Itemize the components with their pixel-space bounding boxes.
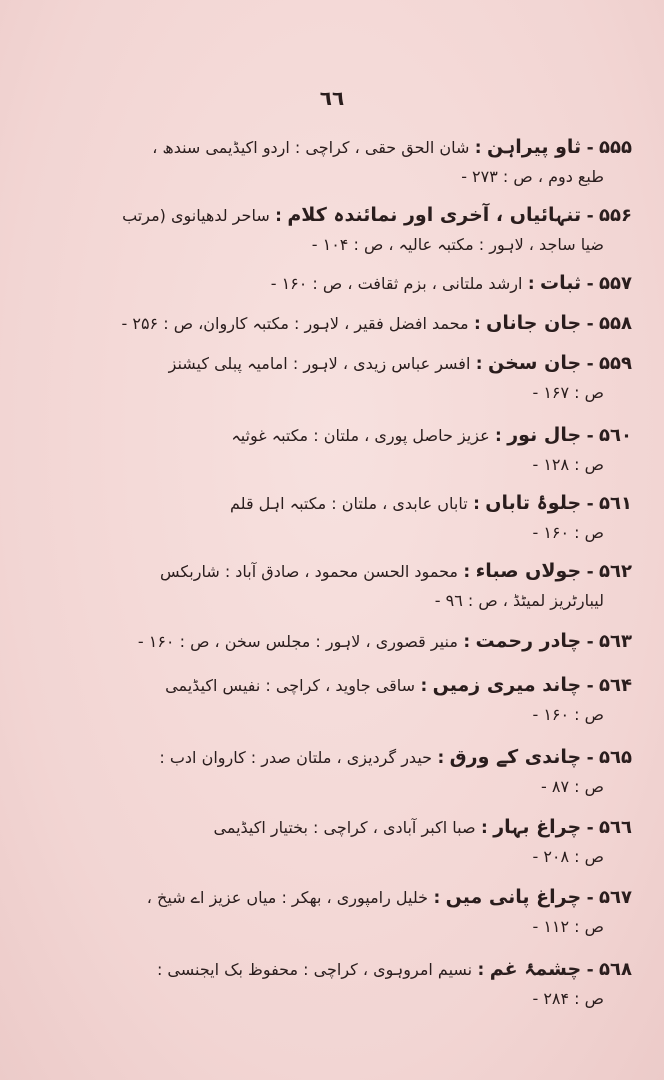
entry-number: ۵۵۵ (599, 137, 632, 158)
entry-560: ۵٦۰ - جال نور : عزیز حاصل پوری ، ملتان : مکتبہ غوثیہ ص : ۱۲۸ - (22, 420, 632, 480)
entry-568: ۵٦۸ - چشمۂ غم : نسیم امروہوی ، کراچی : محفوظ بک ایجنسی : ص : ۲۸۴ - (22, 954, 632, 1014)
entry-558: ۵۵۸ - جان جاناں : محمد افضل فقیر ، لاہور : مکتبہ کاروان، ص : ۲۵۶ - (121, 312, 632, 334)
entry-title: چراغ بہار (493, 816, 582, 838)
entry-563: ۵٦۳ - چادر رحمت : منیر قصوری ، لاہور : مجلس سخن ، ص : ۱۶۰ - (137, 630, 632, 652)
entry-detail: محمد افضل فقیر ، لاہور : مکتبہ کاروان، ص : ۲۵۶ - (121, 314, 469, 333)
entry-detail-continued: ضیا ساجد ، لاہور : مکتبہ عالیہ ، ص : ۱۰۴ - (311, 235, 604, 254)
entry-number: ۵٦۷ (599, 887, 632, 908)
entry-number: ۵۵۸ (599, 313, 632, 334)
entry-561: ۵٦۱ - جلوۂ تاباں : تاباں عابدی ، ملتان : مکتبہ اہل قلم ص : ۱۶۰ - (22, 488, 632, 548)
entry-title: ثاو پیراہن (487, 136, 582, 158)
entry-detail-continued: ص : ۱۶۷ - (532, 383, 604, 402)
entry-number: ۵٦۳ (599, 631, 632, 652)
entry-565: ۵٦۵ - چاندی کے ورق : حیدر گردیزی ، ملتان صدر : کاروان ادب : ص : ۸۷ - (22, 742, 632, 802)
entry-detail: افسر عباس زیدی ، لاہور : امامیہ پبلی کیشنز (168, 354, 471, 373)
entry-detail: حیدر گردیزی ، ملتان صدر : کاروان ادب : (159, 748, 433, 767)
entry-title: جان جاناں (486, 312, 582, 334)
entry-562: ۵٦۲ - جولاں صباء : محمود الحسن محمود ، صادق آباد : شاربکس لیبارٹریز لمیٹڈ ، ص : ۹٦ - (22, 556, 632, 616)
page-number: ٦٦ (319, 86, 345, 110)
entry-557: ۵۵۷ - ثبات : ارشد ملتانی ، بزم ثقافت ، ص : ۱۶۰ - (270, 272, 632, 294)
entry-number: ۵٦۵ (599, 747, 632, 768)
entry-detail-continued: ص : ۱۶۰ - (532, 523, 604, 542)
entry-detail: ساقی جاوید ، کراچی : نفیس اکیڈیمی (165, 676, 416, 695)
entry-title: تنہائیاں ، آخری اور نمائندہ کلام (287, 204, 582, 226)
entry-detail: شان الحق حقی ، کراچی : اردو اکیڈیمی سندھ ، (152, 138, 470, 157)
entry-detail: منیر قصوری ، لاہور : مجلس سخن ، ص : ۱۶۰ - (137, 632, 458, 651)
entry-detail: نسیم امروہوی ، کراچی : محفوظ بک ایجنسی : (156, 960, 473, 979)
entry-title: جولاں صباء (475, 560, 582, 582)
entry-detail-continued: ص : ۲۰۸ - (532, 847, 604, 866)
entry-number: ۵٦۲ (599, 561, 632, 582)
entry-number: ۵۵۷ (599, 273, 632, 294)
entry-title: جال نور (507, 424, 582, 446)
entry-title: جان سخن (488, 352, 582, 374)
entry-detail: تاباں عابدی ، ملتان : مکتبہ اہل قلم (230, 494, 468, 513)
entry-number: ۵٦۴ (599, 675, 632, 696)
entry-title: ثبات (540, 272, 582, 294)
entry-number: ۵٦۱ (599, 493, 632, 514)
entry-detail: ساحر لدھیانوی (مرتب (122, 206, 270, 225)
entry-detail-continued: ص : ۱۲۸ - (532, 455, 604, 474)
entry-title: جلوۂ تاباں (485, 492, 582, 514)
entry-detail-continued: ص : ۲۸۴ - (532, 989, 604, 1008)
entry-detail-continued: ص : ۸۷ - (541, 777, 604, 796)
entry-detail-continued: ص : ۱۱۲ - (532, 917, 604, 936)
entry-detail: ارشد ملتانی ، بزم ثقافت ، ص : ۱۶۰ - (270, 274, 523, 293)
entry-567: ۵٦۷ - چراغ پانی میں : خلیل رامپوری ، بھکر : میاں عزیز اے شیخ ، ص : ۱۱۲ - (22, 882, 632, 942)
entry-556: ۵۵۶ - تنہائیاں ، آخری اور نمائندہ کلام : ساحر لدھیانوی (مرتب ضیا ساجد ، لاہور : مکتبہ عالیہ ، ص : ۱۰۴ - (22, 200, 632, 260)
entry-title: چشمۂ غم (489, 958, 582, 980)
entry-title: چادر رحمت (475, 630, 582, 652)
entry-number: ۵٦۸ (599, 959, 632, 980)
entry-detail: صبا اکبر آبادی ، کراچی : بختیار اکیڈیمی (213, 818, 476, 837)
entry-559: ۵۵۹ - جان سخن : افسر عباس زیدی ، لاہور : امامیہ پبلی کیشنز ص : ۱۶۷ - (22, 348, 632, 408)
entry-number: ۵۵۹ (599, 353, 632, 374)
entry-title: چراغ پانی میں (445, 886, 582, 908)
entry-detail-continued: لیبارٹریز لمیٹڈ ، ص : ۹٦ - (434, 591, 604, 610)
entry-detail: عزیز حاصل پوری ، ملتان : مکتبہ غوثیہ (231, 426, 490, 445)
entry-detail: خلیل رامپوری ، بھکر : میاں عزیز اے شیخ ، (146, 888, 429, 907)
entry-number: ۵۵۶ (599, 205, 632, 226)
entry-title: چاند میری زمیں (432, 674, 582, 696)
entry-number: ۵٦٦ (599, 817, 632, 838)
entry-555: ۵۵۵ - ثاو پیراہن : شان الحق حقی ، کراچی : اردو اکیڈیمی سندھ ، طبع دوم ، ص : ۲۷۳ - (22, 132, 632, 192)
entry-detail-continued: طبع دوم ، ص : ۲۷۳ - (461, 167, 604, 186)
entry-detail: محمود الحسن محمود ، صادق آباد : شاربکس (160, 562, 458, 581)
entry-title: چاندی کے ورق (449, 746, 582, 768)
entry-566: ۵٦٦ - چراغ بہار : صبا اکبر آبادی ، کراچی : بختیار اکیڈیمی ص : ۲۰۸ - (22, 812, 632, 872)
entry-detail-continued: ص : ۱۶۰ - (532, 705, 604, 724)
entry-564: ۵٦۴ - چاند میری زمیں : ساقی جاوید ، کراچی : نفیس اکیڈیمی ص : ۱۶۰ - (22, 670, 632, 730)
entry-number: ۵٦۰ (599, 425, 632, 446)
